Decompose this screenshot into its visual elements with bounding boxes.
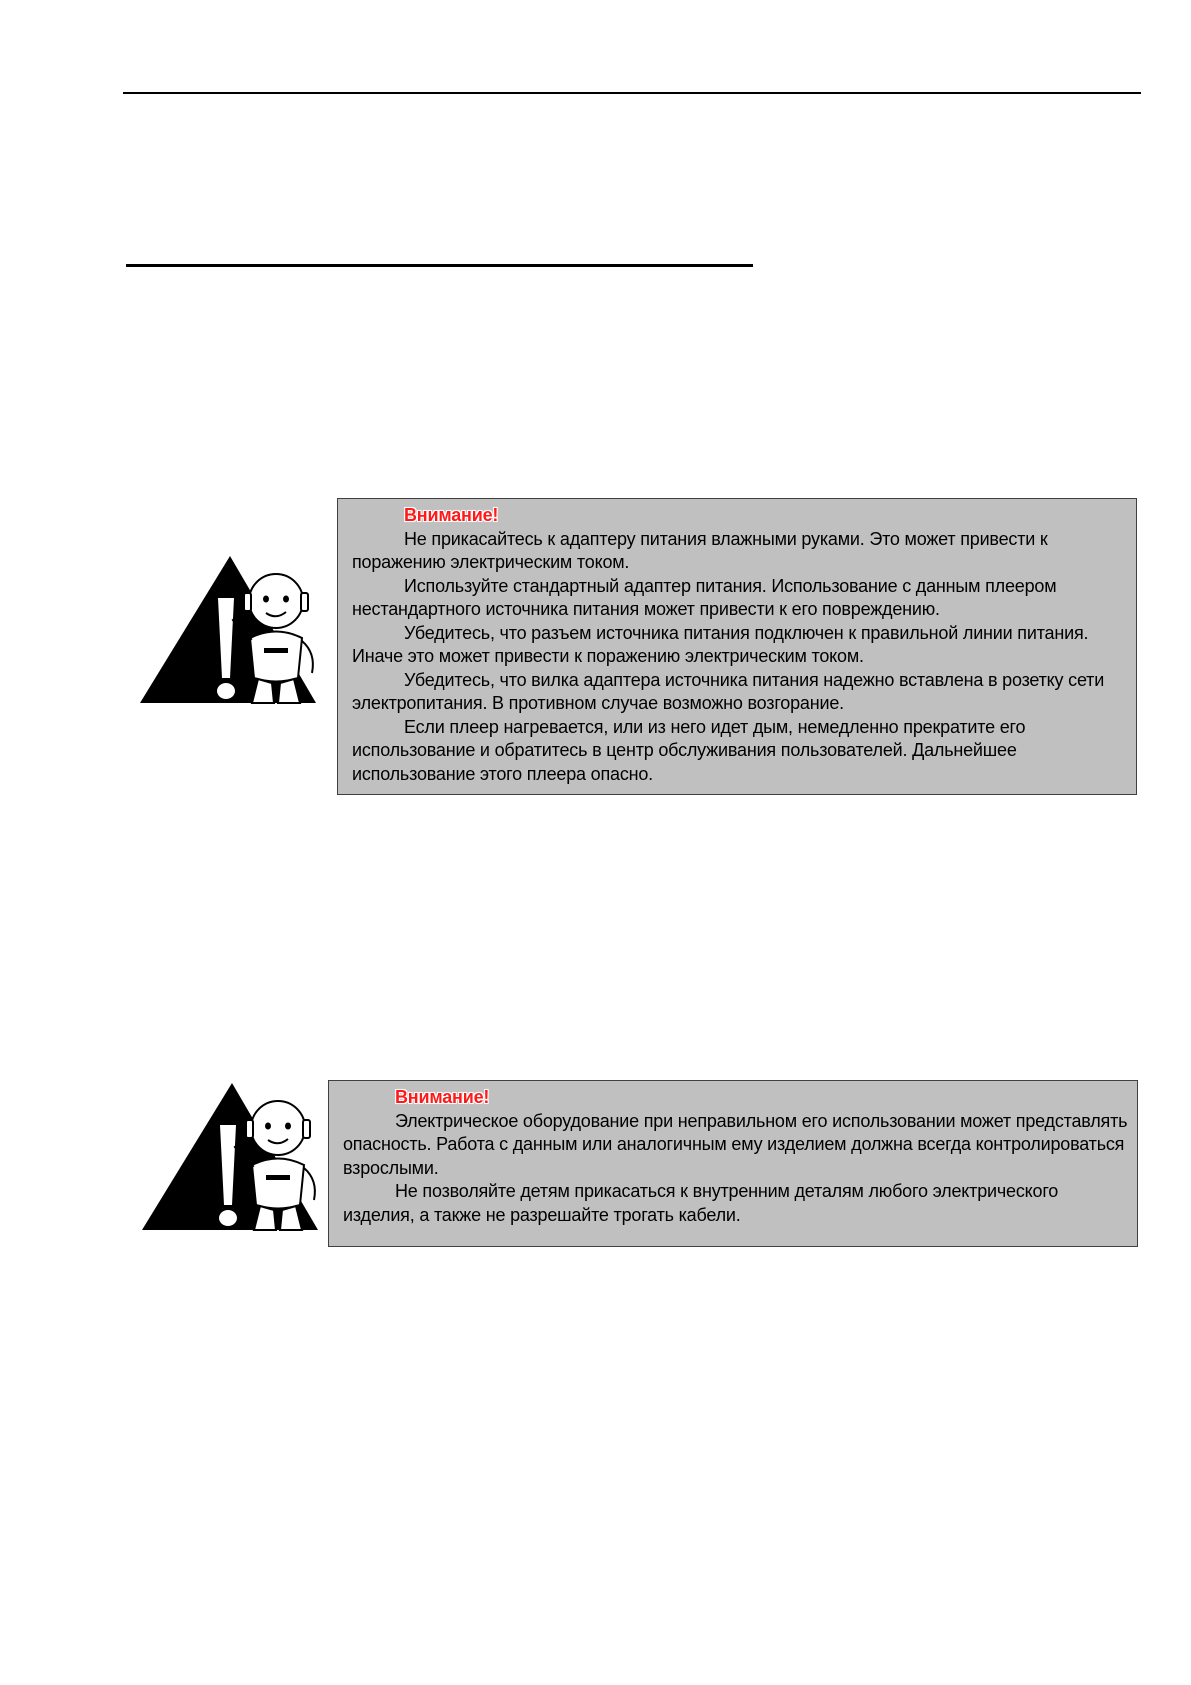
warning-paragraph: Не позволяйте детям прикасаться к внутренним деталям любого электрического изделия, а также не разрешайте трогать кабели. <box>343 1181 1059 1225</box>
warning-robot-icon <box>140 1080 320 1232</box>
warning-box-power <box>337 498 1137 795</box>
warning-title: Внимание! <box>395 1087 490 1107</box>
warning-paragraph: Не прикасайтесь к адаптеру питания влажными руками. Это может привести к поражению электрическим током. <box>352 528 1048 572</box>
warning-box-children <box>328 1080 1138 1247</box>
header-rule <box>123 92 1141 94</box>
warning-paragraph: Убедитесь, что вилка адаптера источника питания надежно вставлена в розетку сети электропитания. В противном случае возможно возгорание. <box>352 669 1105 713</box>
section-rule <box>126 264 753 267</box>
warning-paragraph: Используйте стандартный адаптер питания. Использование с данным плеером нестандартного источника питания может привести к его повреждению. <box>352 575 1057 619</box>
warning-robot-icon <box>138 553 318 705</box>
warning-paragraph: Убедитесь, что разъем источника питания подключен к правильной линии питания. Иначе это может привести к поражению электрическим током. <box>352 622 1089 666</box>
warning-title: Внимание! <box>404 505 499 525</box>
warning-paragraph: Если плеер нагревается, или из него идет дым, немедленно прекратите его использование и обратитесь в центр обслуживания пользователей. Дальнейшее использование этого плеера опасно. <box>352 716 1026 784</box>
warning-paragraph: Электрическое оборудование при неправильном его использовании может представлять опасность. Работа с данным или аналогичным ему изделием должна всегда контролироваться взрослыми. <box>343 1110 1128 1178</box>
